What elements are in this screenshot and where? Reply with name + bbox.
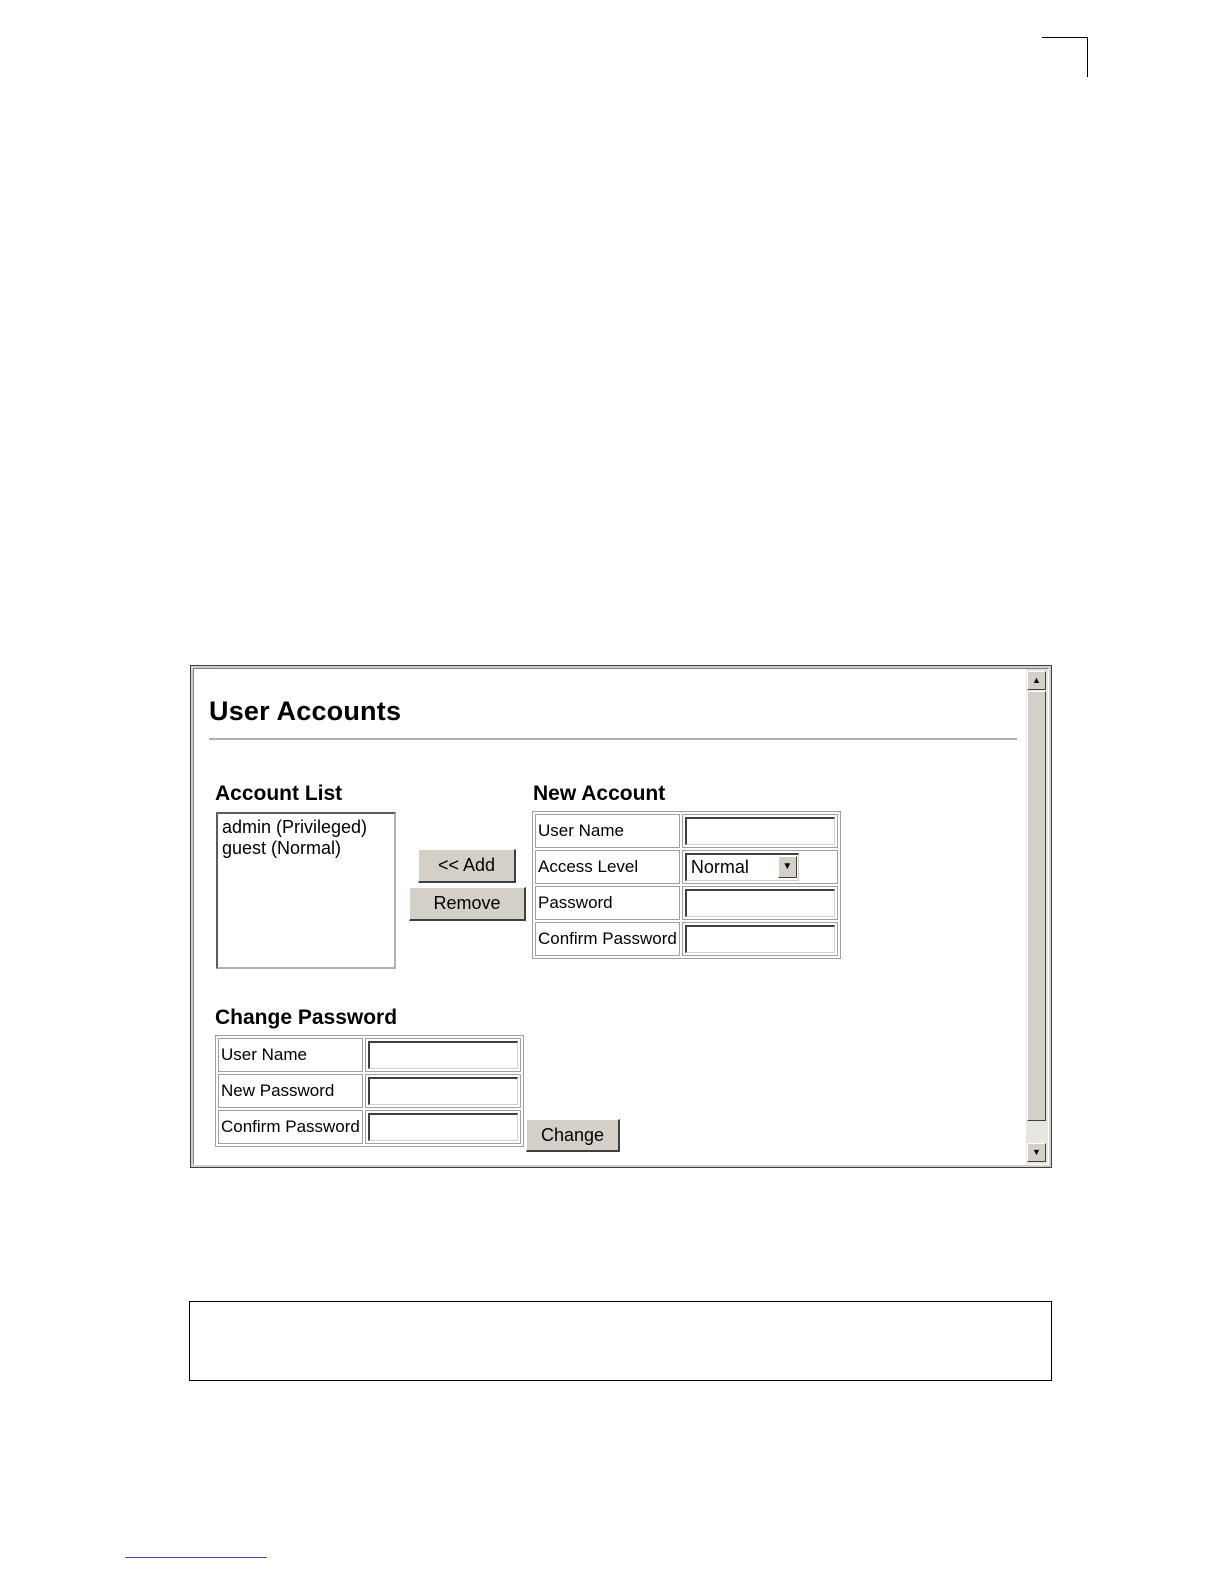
new-account-confirm-password-label: Confirm Password bbox=[535, 922, 680, 956]
change-password-new-password-label: New Password bbox=[218, 1074, 363, 1108]
remove-button[interactable]: Remove bbox=[409, 887, 526, 921]
change-password-confirm-password-cell bbox=[365, 1110, 521, 1144]
new-account-confirm-password-cell bbox=[682, 922, 838, 956]
change-password-new-password-input[interactable] bbox=[368, 1077, 518, 1105]
account-list-item-guest[interactable]: guest (Normal) bbox=[222, 838, 342, 858]
change-password-user-name-label: User Name bbox=[218, 1038, 363, 1072]
change-password-form bbox=[215, 1035, 524, 1147]
new-account-confirm-password-input[interactable] bbox=[685, 925, 835, 953]
account-listbox[interactable] bbox=[216, 812, 396, 969]
browser-window bbox=[190, 665, 1052, 1168]
new-account-access-level-row bbox=[535, 850, 838, 884]
change-password-confirm-password-label: Confirm Password bbox=[218, 1110, 363, 1144]
scrollbar-thumb[interactable] bbox=[1027, 691, 1046, 1121]
change-password-confirm-password-row bbox=[218, 1110, 521, 1144]
page-content bbox=[194, 669, 1026, 1164]
note-box bbox=[189, 1301, 1052, 1381]
chevron-down-icon[interactable]: ▼ bbox=[778, 856, 797, 878]
new-account-password-cell bbox=[682, 886, 838, 920]
change-password-heading: Change Password bbox=[215, 1006, 398, 1029]
window-content-frame bbox=[193, 668, 1049, 1165]
page-title: User Accounts bbox=[209, 696, 402, 726]
access-level-selected-value: Normal bbox=[690, 857, 749, 877]
new-account-password-input[interactable] bbox=[685, 889, 835, 917]
change-button[interactable]: Change bbox=[526, 1119, 620, 1152]
account-list-item-admin[interactable]: admin (Privileged) bbox=[222, 817, 368, 837]
new-account-access-level-cell bbox=[682, 850, 838, 884]
new-account-access-level-label: Access Level bbox=[535, 850, 680, 884]
change-password-user-name-cell bbox=[365, 1038, 521, 1072]
new-account-password-label: Password bbox=[535, 886, 680, 920]
change-password-new-password-row bbox=[218, 1074, 521, 1108]
scroll-down-icon[interactable]: ▼ bbox=[1027, 1143, 1046, 1162]
page-corner-mark bbox=[1042, 37, 1088, 77]
change-password-user-name-row bbox=[218, 1038, 521, 1072]
vertical-scrollbar[interactable] bbox=[1026, 669, 1048, 1164]
new-account-password-row bbox=[535, 886, 838, 920]
new-account-confirm-password-row bbox=[535, 922, 838, 956]
new-account-user-name-input[interactable] bbox=[685, 817, 835, 845]
add-button[interactable]: << Add bbox=[418, 849, 516, 883]
change-password-confirm-password-input[interactable] bbox=[368, 1113, 518, 1141]
footer-rule bbox=[125, 1557, 267, 1558]
scroll-up-icon[interactable]: ▲ bbox=[1027, 671, 1046, 690]
new-account-form bbox=[532, 811, 841, 959]
new-account-user-name-row bbox=[535, 814, 838, 848]
new-account-user-name-label: User Name bbox=[535, 814, 680, 848]
change-password-new-password-cell bbox=[365, 1074, 521, 1108]
account-list-heading: Account List bbox=[215, 782, 343, 805]
new-account-heading: New Account bbox=[533, 782, 666, 805]
new-account-user-name-cell bbox=[682, 814, 838, 848]
access-level-select[interactable] bbox=[685, 853, 799, 881]
title-divider bbox=[209, 738, 1017, 740]
change-password-user-name-input[interactable] bbox=[368, 1041, 518, 1069]
